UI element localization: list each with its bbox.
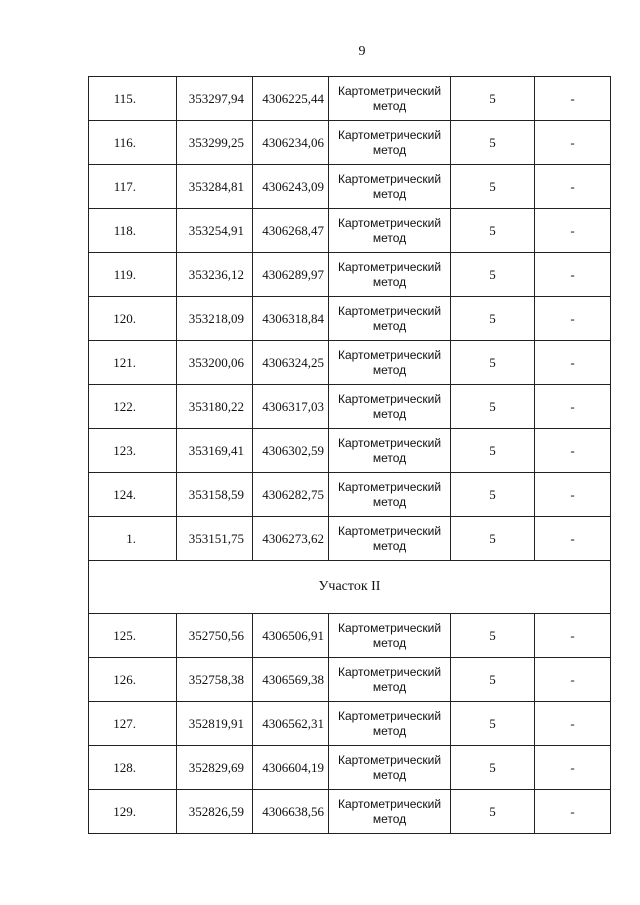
point-number: 121. <box>89 341 177 385</box>
description: - <box>535 614 611 658</box>
description: - <box>535 517 611 561</box>
coord-x: 353299,25 <box>177 121 253 165</box>
method-line2: метод <box>372 98 407 113</box>
description: - <box>535 658 611 702</box>
point-number: 118. <box>89 209 177 253</box>
coord-y: 4306225,44 <box>253 77 329 121</box>
coord-x: 353158,59 <box>177 473 253 517</box>
method-cell <box>329 121 451 165</box>
description: - <box>535 746 611 790</box>
section-row <box>89 561 611 614</box>
method-line1: Картометрический <box>337 347 442 362</box>
description: - <box>535 702 611 746</box>
table-row <box>89 209 611 253</box>
method-line2: метод <box>372 230 407 245</box>
method-line2: метод <box>372 767 407 782</box>
method-cell <box>329 165 451 209</box>
accuracy: 5 <box>451 209 535 253</box>
accuracy: 5 <box>451 614 535 658</box>
method-line1: Картометрический <box>337 391 442 406</box>
accuracy: 5 <box>451 77 535 121</box>
description: - <box>535 165 611 209</box>
method-cell <box>329 385 451 429</box>
description: - <box>535 473 611 517</box>
table-row <box>89 165 611 209</box>
method-line1: Картометрический <box>337 620 442 635</box>
accuracy: 5 <box>451 517 535 561</box>
method-line1: Картометрический <box>337 664 442 679</box>
description: - <box>535 121 611 165</box>
method-line2: метод <box>372 318 407 333</box>
description: - <box>535 77 611 121</box>
table-row <box>89 614 611 658</box>
page-number: 9 <box>358 44 366 59</box>
table-row <box>89 429 611 473</box>
method-line1: Картометрический <box>337 259 442 274</box>
accuracy: 5 <box>451 385 535 429</box>
coord-y: 4306569,38 <box>253 658 329 702</box>
point-number: 129. <box>89 790 177 834</box>
method-line2: метод <box>372 494 407 509</box>
coord-y: 4306234,06 <box>253 121 329 165</box>
method-line1: Картометрический <box>337 83 442 98</box>
coord-y: 4306273,62 <box>253 517 329 561</box>
method-cell <box>329 658 451 702</box>
coord-y: 4306243,09 <box>253 165 329 209</box>
method-cell <box>329 614 451 658</box>
method-cell <box>329 702 451 746</box>
point-number: 124. <box>89 473 177 517</box>
method-cell <box>329 209 451 253</box>
coord-y: 4306302,59 <box>253 429 329 473</box>
accuracy: 5 <box>451 297 535 341</box>
table-row <box>89 385 611 429</box>
accuracy: 5 <box>451 658 535 702</box>
method-line1: Картометрический <box>337 303 442 318</box>
method-cell <box>329 473 451 517</box>
accuracy: 5 <box>451 341 535 385</box>
table-row <box>89 473 611 517</box>
method-line2: метод <box>372 450 407 465</box>
method-cell <box>329 746 451 790</box>
coord-x: 353169,41 <box>177 429 253 473</box>
table-row <box>89 746 611 790</box>
coord-x: 352826,59 <box>177 790 253 834</box>
point-number: 1. <box>89 517 177 561</box>
method-cell <box>329 517 451 561</box>
description: - <box>535 209 611 253</box>
method-cell <box>329 341 451 385</box>
coordinates-table <box>88 76 611 834</box>
method-line1: Картометрический <box>337 708 442 723</box>
accuracy: 5 <box>451 790 535 834</box>
accuracy: 5 <box>451 429 535 473</box>
method-cell <box>329 790 451 834</box>
method-line2: метод <box>372 635 407 650</box>
method-line1: Картометрический <box>337 127 442 142</box>
method-line2: метод <box>372 811 407 826</box>
coord-x: 353284,81 <box>177 165 253 209</box>
table-row <box>89 121 611 165</box>
table-row <box>89 658 611 702</box>
coord-x: 353254,91 <box>177 209 253 253</box>
point-number: 116. <box>89 121 177 165</box>
method-line1: Картометрический <box>337 171 442 186</box>
table-row <box>89 341 611 385</box>
point-number: 126. <box>89 658 177 702</box>
coord-x: 352819,91 <box>177 702 253 746</box>
method-line2: метод <box>372 679 407 694</box>
point-number: 125. <box>89 614 177 658</box>
coord-y: 4306506,91 <box>253 614 329 658</box>
method-line2: метод <box>372 406 407 421</box>
method-line2: метод <box>372 538 407 553</box>
point-number: 120. <box>89 297 177 341</box>
method-line2: метод <box>372 274 407 289</box>
method-line2: метод <box>372 723 407 738</box>
accuracy: 5 <box>451 746 535 790</box>
point-number: 122. <box>89 385 177 429</box>
coord-x: 352750,56 <box>177 614 253 658</box>
coord-x: 352829,69 <box>177 746 253 790</box>
method-line1: Картометрический <box>337 796 442 811</box>
coord-y: 4306324,25 <box>253 341 329 385</box>
description: - <box>535 253 611 297</box>
method-line2: метод <box>372 142 407 157</box>
description: - <box>535 341 611 385</box>
accuracy: 5 <box>451 121 535 165</box>
method-line1: Картометрический <box>337 752 442 767</box>
coord-x: 353297,94 <box>177 77 253 121</box>
description: - <box>535 429 611 473</box>
description: - <box>535 385 611 429</box>
accuracy: 5 <box>451 253 535 297</box>
method-line2: метод <box>372 186 407 201</box>
point-number: 119. <box>89 253 177 297</box>
section-title: Участок II <box>89 561 611 614</box>
coord-x: 353218,09 <box>177 297 253 341</box>
table-row <box>89 297 611 341</box>
point-number: 123. <box>89 429 177 473</box>
coord-y: 4306562,31 <box>253 702 329 746</box>
method-line1: Картометрический <box>337 523 442 538</box>
table-row <box>89 253 611 297</box>
method-cell <box>329 429 451 473</box>
point-number: 115. <box>89 77 177 121</box>
method-line1: Картометрический <box>337 215 442 230</box>
point-number: 128. <box>89 746 177 790</box>
method-cell <box>329 77 451 121</box>
description: - <box>535 297 611 341</box>
description: - <box>535 790 611 834</box>
coord-y: 4306282,75 <box>253 473 329 517</box>
coord-y: 4306604,19 <box>253 746 329 790</box>
method-cell <box>329 297 451 341</box>
coord-y: 4306317,03 <box>253 385 329 429</box>
table-row <box>89 702 611 746</box>
coord-x: 353200,06 <box>177 341 253 385</box>
method-line2: метод <box>372 362 407 377</box>
method-cell <box>329 253 451 297</box>
method-line1: Картометрический <box>337 479 442 494</box>
accuracy: 5 <box>451 702 535 746</box>
coord-x: 352758,38 <box>177 658 253 702</box>
table-row <box>89 790 611 834</box>
coord-y: 4306268,47 <box>253 209 329 253</box>
point-number: 127. <box>89 702 177 746</box>
coord-y: 4306318,84 <box>253 297 329 341</box>
method-line1: Картометрический <box>337 435 442 450</box>
coord-y: 4306289,97 <box>253 253 329 297</box>
coord-x: 353180,22 <box>177 385 253 429</box>
accuracy: 5 <box>451 165 535 209</box>
coord-x: 353236,12 <box>177 253 253 297</box>
table-row <box>89 77 611 121</box>
point-number: 117. <box>89 165 177 209</box>
coord-y: 4306638,56 <box>253 790 329 834</box>
coord-x: 353151,75 <box>177 517 253 561</box>
table-row <box>89 517 611 561</box>
accuracy: 5 <box>451 473 535 517</box>
